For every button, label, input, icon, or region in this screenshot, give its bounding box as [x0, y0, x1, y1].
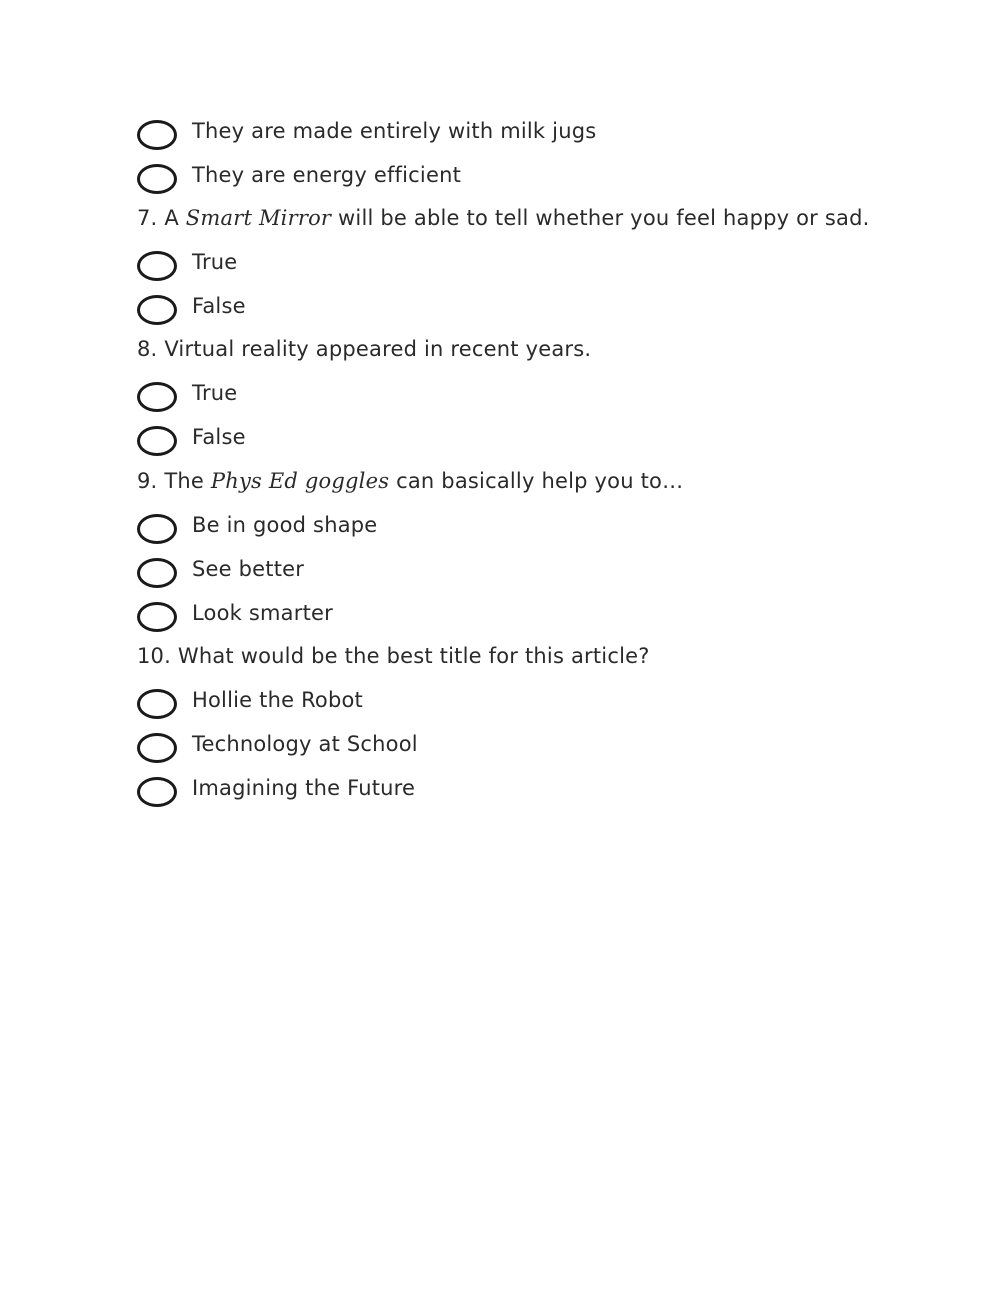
- option-label: False: [192, 424, 246, 449]
- question-text-before: The: [164, 469, 204, 493]
- radio-circle-icon[interactable]: [137, 295, 177, 325]
- option-q7-2[interactable]: [137, 284, 246, 328]
- option-q7-1[interactable]: [137, 240, 237, 284]
- radio-circle-icon[interactable]: [137, 382, 177, 412]
- option-q8-1[interactable]: [137, 371, 237, 415]
- radio-circle-icon[interactable]: [137, 514, 177, 544]
- option-q6-1[interactable]: [137, 109, 596, 153]
- option-label: They are energy efficient: [192, 162, 462, 187]
- question-8: [137, 327, 591, 371]
- question-9: [137, 459, 683, 503]
- question-number: 8.: [137, 337, 158, 361]
- option-q10-1[interactable]: [137, 678, 363, 722]
- option-label: Technology at School: [192, 731, 418, 756]
- radio-circle-icon[interactable]: [137, 164, 177, 194]
- option-q10-3[interactable]: [137, 766, 415, 810]
- option-q9-1[interactable]: [137, 503, 377, 547]
- option-label: They are made entirely with milk jugs: [192, 118, 597, 143]
- option-q10-2[interactable]: [137, 722, 418, 766]
- option-label: True: [192, 380, 238, 405]
- option-label: False: [192, 293, 246, 318]
- radio-circle-icon[interactable]: [137, 120, 177, 150]
- question-text-before: A: [164, 206, 179, 230]
- question-number: 10.: [137, 644, 171, 668]
- radio-circle-icon[interactable]: [137, 689, 177, 719]
- question-10: [137, 634, 650, 678]
- option-q9-2[interactable]: [137, 547, 304, 591]
- option-q6-2[interactable]: [137, 153, 461, 197]
- option-q8-2[interactable]: [137, 415, 246, 459]
- question-number: 9.: [137, 469, 158, 493]
- question-emphasis: Smart Mirror: [185, 206, 332, 230]
- question-text-after: can basically help you to…: [396, 469, 684, 493]
- question-text-after: will be able to tell whether you feel happy or sad.: [338, 206, 870, 230]
- question-7: [137, 196, 870, 240]
- option-label: True: [192, 249, 238, 274]
- radio-circle-icon[interactable]: [137, 733, 177, 763]
- radio-circle-icon[interactable]: [137, 251, 177, 281]
- radio-circle-icon[interactable]: [137, 602, 177, 632]
- option-label: See better: [192, 556, 305, 581]
- option-label: Hollie the Robot: [192, 687, 363, 712]
- radio-circle-icon[interactable]: [137, 558, 177, 588]
- radio-circle-icon[interactable]: [137, 426, 177, 456]
- question-emphasis: Phys Ed goggles: [210, 469, 390, 493]
- option-q9-3[interactable]: [137, 591, 333, 635]
- option-label: Look smarter: [192, 600, 333, 625]
- question-text-before: Virtual reality appeared in recent years.: [164, 337, 592, 361]
- question-text-before: What would be the best title for this article?: [177, 644, 650, 668]
- question-number: 7.: [137, 206, 158, 230]
- option-label: Imagining the Future: [192, 775, 416, 800]
- radio-circle-icon[interactable]: [137, 777, 177, 807]
- option-label: Be in good shape: [192, 512, 378, 537]
